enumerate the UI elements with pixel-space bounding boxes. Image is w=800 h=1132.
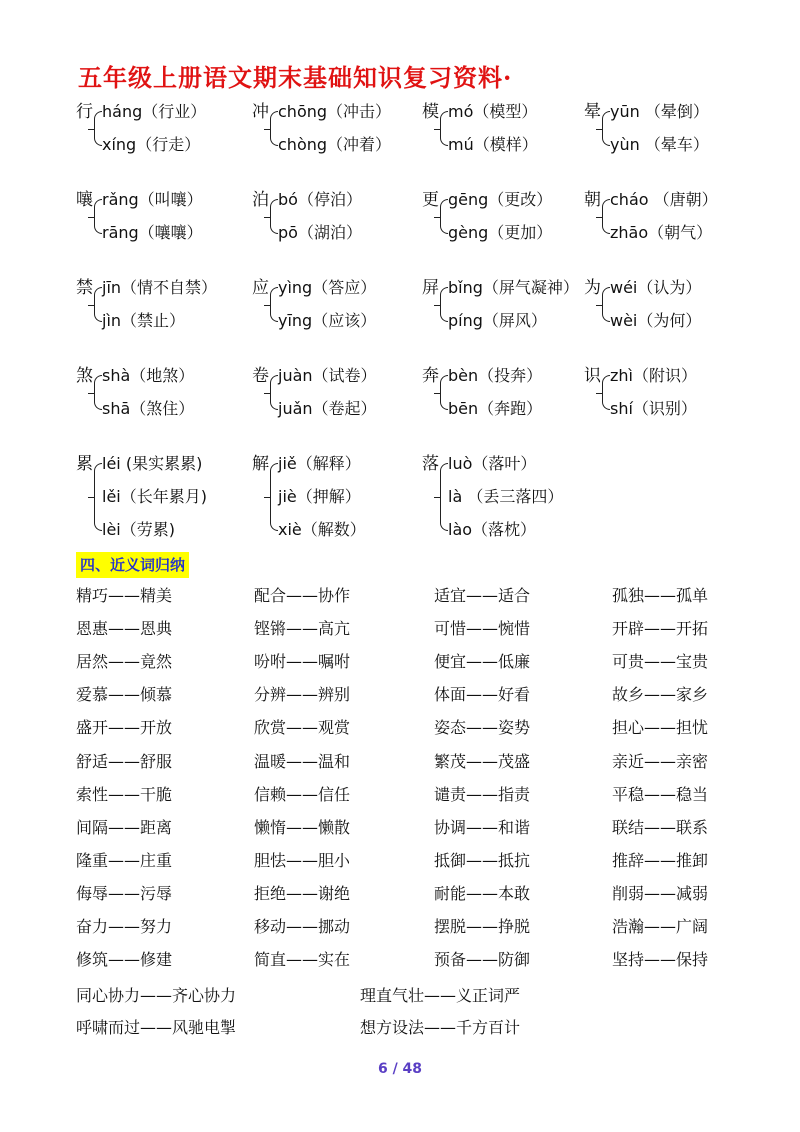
synonym-pair: 懒惰——懒散 <box>254 817 351 837</box>
polyphone-reading: mú（模样） <box>448 135 538 154</box>
polyphone-char: 朝 <box>584 190 601 210</box>
polyphone-entry <box>584 278 754 331</box>
polyphone-reading: bèn（投奔） <box>448 366 543 385</box>
synonym-pair: 侮辱——污辱 <box>76 883 173 903</box>
polyphone-char: 落 <box>422 454 439 474</box>
polyphone-reading: lěi（长年累月) <box>102 487 207 506</box>
polyphone-reading: píng（屏风） <box>448 311 547 330</box>
synonym-pair: 协调——和谐 <box>434 817 531 837</box>
polyphone-reading: chòng（冲着） <box>278 135 392 154</box>
polyphone-char: 卷 <box>252 366 269 386</box>
page-indicator: 6 / 48 <box>377 1061 423 1077</box>
synonym-pair: 爱慕——倾慕 <box>76 685 173 705</box>
synonym-pair: 修筑——修建 <box>76 950 173 970</box>
polyphone-entry <box>76 366 246 419</box>
polyphone-entry <box>422 190 592 243</box>
synonym-pair: 移动——挪动 <box>254 917 351 936</box>
polyphone-entry <box>76 278 246 331</box>
polyphone-reading: rǎng（叫嚷） <box>102 190 203 209</box>
brace-mark <box>270 463 278 531</box>
polyphone-reading: xiè（解数） <box>278 520 366 539</box>
polyphone-reading: jīn（情不自禁） <box>102 278 218 297</box>
polyphone-entry <box>252 366 422 419</box>
polyphone-reading: jìn（禁止） <box>102 311 186 330</box>
polyphone-reading: zhì（附识） <box>610 366 697 385</box>
idiom-pair: 想方设法——千方百计 <box>360 1018 521 1037</box>
synonym-pair: 推辞——推卸 <box>612 850 709 870</box>
polyphone-reading: mó（模型） <box>448 102 538 121</box>
polyphone-reading: yùn （晕车） <box>610 135 709 154</box>
synonym-pair: 隆重——庄重 <box>76 850 173 870</box>
polyphone-reading: zhāo（朝气） <box>610 223 713 242</box>
synonym-pair: 体面——好看 <box>434 685 531 705</box>
polyphone-entry <box>422 278 592 331</box>
polyphone-entry <box>422 366 592 419</box>
synonym-pair: 分辨——辨别 <box>254 685 351 705</box>
synonym-pair: 繁茂——茂盛 <box>434 751 531 771</box>
brace-mark <box>602 111 610 146</box>
synonym-pair: 盛开——开放 <box>76 718 173 738</box>
brace-mark <box>94 375 102 410</box>
idiom-pair: 呼啸而过——风驰电掣 <box>76 1018 237 1037</box>
synonym-pair: 索性——干脆 <box>76 784 173 804</box>
polyphone-reading: pō（湖泊） <box>278 223 362 242</box>
synonym-pair: 欣赏——观赏 <box>254 718 351 738</box>
page-title: 五年级上册语文期末基础知识复习资料· <box>78 63 513 92</box>
polyphone-entry <box>422 454 592 540</box>
polyphone-reading: shí（识别） <box>610 399 697 418</box>
polyphone-reading: bó（停泊） <box>278 190 362 209</box>
brace-mark <box>270 111 278 146</box>
brace-mark <box>602 199 610 234</box>
polyphone-reading: léi (果实累累) <box>102 454 203 473</box>
polyphone-char: 应 <box>252 278 269 298</box>
synonym-pair: 吩咐——嘱咐 <box>254 652 351 672</box>
synonym-pair: 便宜——低廉 <box>434 652 531 672</box>
synonym-pair: 适宜——适合 <box>434 586 531 605</box>
polyphone-reading: jiě（解释） <box>278 454 361 473</box>
synonym-pair: 预备——防御 <box>434 950 531 970</box>
brace-mark <box>270 199 278 234</box>
polyphone-reading: chōng（冲击） <box>278 102 392 121</box>
brace-mark <box>440 287 448 322</box>
polyphone-char: 煞 <box>76 366 93 386</box>
polyphone-entry <box>252 454 422 540</box>
brace-mark <box>440 375 448 410</box>
polyphone-reading: juàn（试卷） <box>278 366 377 385</box>
brace-mark <box>94 111 102 146</box>
polyphone-entry <box>422 102 592 155</box>
polyphone-reading: cháo （唐朝） <box>610 190 718 209</box>
synonym-pair: 恩惠——恩典 <box>76 619 173 639</box>
polyphone-entry <box>76 102 246 155</box>
brace-mark <box>440 199 448 234</box>
polyphone-char: 解 <box>252 454 269 474</box>
synonym-pair: 坚持——保持 <box>612 950 709 970</box>
polyphone-char: 为 <box>584 278 601 298</box>
polyphone-entry <box>76 454 246 540</box>
synonym-pair: 摆脱——挣脱 <box>434 917 531 936</box>
synonym-pair: 间隔——距离 <box>76 817 173 837</box>
polyphone-reading: là （丢三落四） <box>448 487 564 506</box>
polyphone-reading: yìng（答应） <box>278 278 377 297</box>
polyphone-char: 模 <box>422 102 439 122</box>
synonym-pair: 精巧——精美 <box>76 586 173 605</box>
idiom-pair: 理直气壮——义正词严 <box>360 986 521 1005</box>
brace-mark <box>94 199 102 234</box>
polyphone-char: 更 <box>422 190 439 210</box>
synonym-pair: 孤独——孤单 <box>612 586 709 605</box>
polyphone-char: 屏 <box>422 278 439 298</box>
polyphone-entry <box>252 278 422 331</box>
polyphone-char: 冲 <box>252 102 269 122</box>
brace-mark <box>602 287 610 322</box>
idiom-pair: 同心协力——齐心协力 <box>76 986 237 1005</box>
polyphone-reading: bǐng（屏气凝神） <box>448 278 579 297</box>
synonym-pair: 铿锵——高亢 <box>254 619 351 639</box>
synonym-pair: 可惜——惋惜 <box>434 619 531 639</box>
synonym-pair: 抵御——抵抗 <box>434 850 531 870</box>
brace-mark <box>94 287 102 322</box>
synonym-pair: 亲近——亲密 <box>612 751 709 771</box>
polyphone-reading: gèng（更加） <box>448 223 553 242</box>
synonym-pair: 温暖——温和 <box>254 751 351 771</box>
polyphone-entry <box>584 366 754 419</box>
brace-mark <box>602 375 610 410</box>
polyphone-reading: gēng（更改） <box>448 190 553 209</box>
polyphone-char: 识 <box>584 366 601 386</box>
polyphone-reading: shā（煞住） <box>102 399 195 418</box>
polyphone-entry <box>584 190 754 243</box>
polyphone-reading: wéi（认为） <box>610 278 702 297</box>
polyphone-reading: xíng（行走） <box>102 135 201 154</box>
synonym-pair: 开辟——开拓 <box>612 619 709 639</box>
polyphone-reading: rāng（嚷嚷） <box>102 223 203 242</box>
synonym-pair: 故乡——家乡 <box>612 685 709 705</box>
polyphone-reading: shà（地煞） <box>102 366 195 385</box>
synonym-pair: 谴责——指责 <box>434 784 531 804</box>
polyphone-reading: lào（落枕） <box>448 520 537 539</box>
synonym-pair: 胆怯——胆小 <box>254 850 351 870</box>
polyphone-entry <box>252 102 422 155</box>
synonym-pair: 耐能——本敢 <box>434 883 531 903</box>
polyphone-reading: yīng（应该） <box>278 311 377 330</box>
polyphone-char: 泊 <box>252 190 269 210</box>
synonym-pair: 担心——担忧 <box>612 718 709 738</box>
brace-mark <box>270 375 278 410</box>
polyphone-entry <box>252 190 422 243</box>
polyphone-char: 晕 <box>584 102 601 122</box>
brace-mark <box>94 463 102 531</box>
brace-mark <box>440 463 448 531</box>
synonym-pair: 舒适——舒服 <box>76 751 173 771</box>
polyphone-reading: yūn （晕倒） <box>610 102 709 121</box>
polyphone-reading: juǎn（卷起） <box>278 399 377 418</box>
synonym-pair: 平稳——稳当 <box>612 784 709 804</box>
section-heading: 四、近义词归纳 <box>76 552 189 578</box>
synonym-pair: 信赖——信任 <box>254 784 351 804</box>
brace-mark <box>440 111 448 146</box>
polyphone-reading: háng（行业） <box>102 102 207 121</box>
polyphone-char: 行 <box>76 102 93 122</box>
synonym-pair: 简直——实在 <box>254 950 351 970</box>
synonym-pair: 可贵——宝贵 <box>612 652 709 672</box>
synonym-pair: 浩瀚——广阔 <box>612 917 709 936</box>
polyphone-entry <box>584 102 754 155</box>
polyphone-char: 禁 <box>76 278 93 298</box>
polyphone-reading: jiè（押解） <box>278 487 361 506</box>
polyphone-reading: wèi（为何） <box>610 311 702 330</box>
synonym-pair: 奋力——努力 <box>76 917 173 936</box>
polyphone-char: 奔 <box>422 366 439 386</box>
synonym-pair: 拒绝——谢绝 <box>254 883 351 903</box>
polyphone-reading: lèi（劳累) <box>102 520 175 539</box>
synonym-pair: 配合——协作 <box>254 586 351 605</box>
polyphone-char: 累 <box>76 454 93 474</box>
brace-mark <box>270 287 278 322</box>
polyphone-reading: bēn（奔跑） <box>448 399 543 418</box>
synonym-pair: 居然——竟然 <box>76 652 173 672</box>
polyphone-reading: luò（落叶） <box>448 454 537 473</box>
synonym-pair: 削弱——减弱 <box>612 883 709 903</box>
synonym-pair: 姿态——姿势 <box>434 718 531 738</box>
polyphone-char: 嚷 <box>76 190 93 210</box>
polyphone-entry <box>76 190 246 243</box>
synonym-pair: 联结——联系 <box>612 817 709 837</box>
